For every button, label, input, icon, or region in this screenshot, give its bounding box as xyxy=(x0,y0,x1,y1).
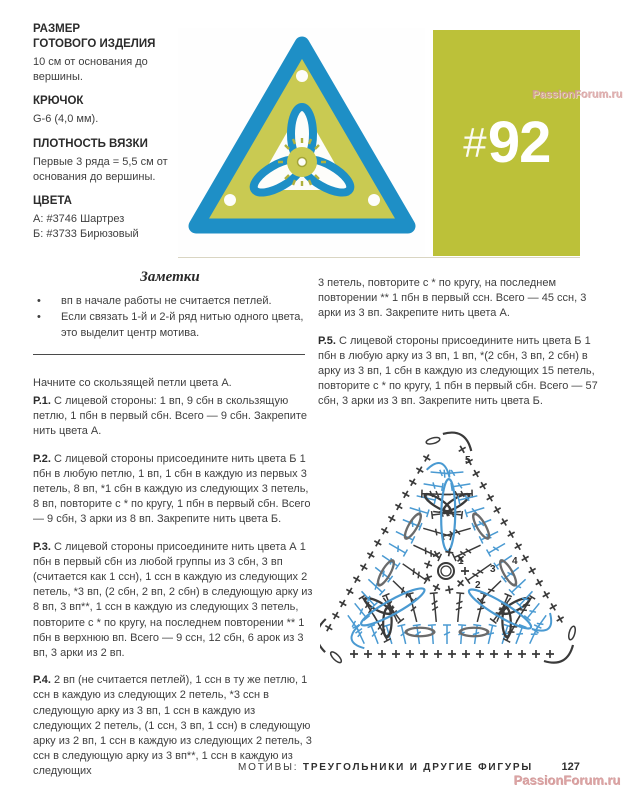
bullet-icon: • xyxy=(37,311,41,324)
note-item: • вп в начале работы не считается петлей. xyxy=(33,294,307,309)
pattern-number: 92 xyxy=(487,110,551,176)
step-p5: Р.5. С лицевой стороны присоедините нить цвета Б 1 пбн в любую арку из 3 вп, 1 вп, *(2 сбн, 3 вп, 2 сбн) в арку из 3 вп, 1 сбн в каждую из следующих 15 петель, повторите с * по кругу, 1 пбн в первый сбн. Всего — 57 сбн, 3 арки из 3 вп. Закрепите нить цвета Б. xyxy=(318,334,598,408)
page-number: 127 xyxy=(561,761,580,773)
gauge-text: Первые 3 ряда = 5,5 см от основания до вершины. xyxy=(33,155,168,183)
instructions-right-column xyxy=(318,276,600,422)
size-text: 10 см от основания до вершины. xyxy=(33,56,148,84)
notes-list xyxy=(33,294,307,341)
color-b-text: Б: #3733 Бирюзовый xyxy=(33,228,139,241)
round-label-4: 4 xyxy=(512,556,518,567)
specs-panel xyxy=(33,22,189,242)
instructions-intro: Начните со скользящей петли цвета А. xyxy=(33,377,232,389)
gauge-heading: ПЛОТНОСТЬ ВЯЗКИ xyxy=(33,137,148,150)
pattern-number-badge xyxy=(433,30,580,256)
color-a-text: А: #3746 Шартрез xyxy=(33,213,125,226)
page-footer xyxy=(238,760,580,775)
watermark-top: PassionForum.ru xyxy=(532,89,623,101)
watermark-bottom: PassionForum.ru xyxy=(514,773,621,788)
step-p2: Р.2. С лицевой стороны присоедините нить цвета Б 1 пбн в любую петлю, 1 вп, 1 сбн в каждую из первых 3 петель, 8 вп, *1 сбн в каждую из следующих 3 петель, 8 вп, повторите с * по кругу, 1 пбн в первый сбн. Всего — 9 сбн, 3 арки из 8 вп. Закрепите нить цвета Б. xyxy=(33,452,311,526)
hook-text: G-6 (4,0 мм). xyxy=(33,113,99,126)
round-label-1: 1 xyxy=(458,556,464,567)
notes-section xyxy=(33,270,307,355)
size-heading: РАЗМЕР ГОТОВОГО ИЗДЕЛИЯ xyxy=(33,23,156,50)
footer-section-title: ТРЕУГОЛЬНИКИ И ДРУГИЕ ФИГУРЫ xyxy=(302,762,533,773)
motif-photo xyxy=(178,28,425,256)
step-p3: Р.3. С лицевой стороны присоедините нить цвета А 1 пбн в первый сбн из любой группы из 3 сбн, 3 вп (считается как 1 ссн), 1 ссн в каждую из следующих 2 петель, *3 вп, (2 сбн, 2 вп, 2 сбн) в следующую арку из 8 вп, 3 вп**, 1 ссн в каждую из следующих 3 петель, повторите с * по кругу, на последнем повторении ** 1 пбн в верхнюю вп. Всего — 9 ссн, 12 сбн, 6 арок из 3 вп, 3 арки из 2 вп. xyxy=(33,540,313,660)
hook-heading: КРЮЧОК xyxy=(33,95,84,108)
center-ring xyxy=(423,548,469,595)
step-p4: Р.4. 2 вп (не считается петлей), 1 ссн в ту же петлю, 1 ссн в каждую из следующих 2 петель, *3 ссн в следующую арку из 3 вп, 1 ссн в каждую из следующих 2 петель, (1 ссн, 3 вп, 1 ссн) в следующую арку из 2 вп, 1 ссн в каждую из следующих 2 петель, 3 ссн в следующую арку из 3 вп**, 1 ссн в каждую из следующих xyxy=(33,674,312,778)
notes-title: Заметки xyxy=(140,269,200,285)
colors-heading: ЦВЕТА xyxy=(33,195,72,208)
instructions-left-column xyxy=(33,394,315,792)
crochet-chart-diagram xyxy=(320,420,622,700)
round-label-2: 2 xyxy=(475,580,481,591)
round-label-3: 3 xyxy=(490,564,496,575)
notes-rule xyxy=(33,354,305,355)
footer-section-label: МОТИВЫ: xyxy=(238,762,299,773)
bullet-icon: • xyxy=(37,295,41,308)
step-p1: Р.1. С лицевой стороны: 1 вп, 9 сбн в скользящую петлю, 1 пбн в первый сбн. Всего — 9 сбн. Закрепите нить цвета А. xyxy=(33,395,307,438)
round-label-5: 5 xyxy=(465,455,471,466)
hash-symbol: # xyxy=(462,119,486,167)
step-p4-continued: 3 петель, повторите с * по кругу, на последнем повторении ** 1 пбн в первый ссн. Всего — 45 ссн, 3 арки из 3 вп. Закрепите нить цвета А. xyxy=(318,277,587,320)
motif-illustration xyxy=(178,28,425,256)
section-divider-line xyxy=(178,257,580,258)
note-item: • Если связать 1-й и 2-й ряд нитью одного цвета, это выделит центр мотива. xyxy=(33,310,307,340)
